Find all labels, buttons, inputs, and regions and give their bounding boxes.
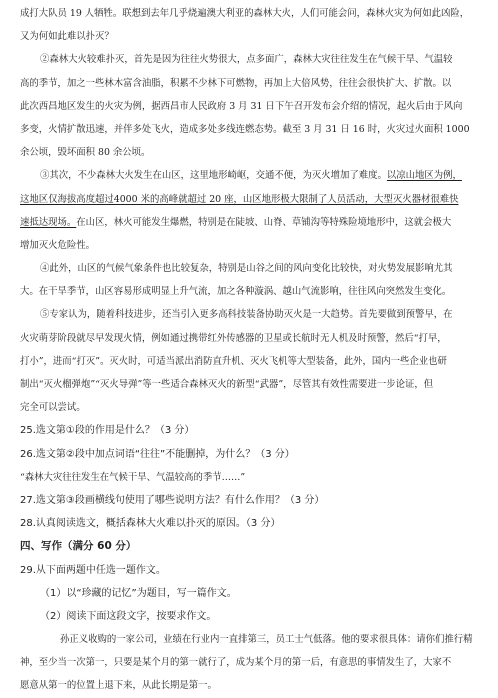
passage-line: 完全可以尝试。 — [20, 402, 86, 414]
passage-line: 余公顷，毁坏面积 80 余公顷。 — [20, 147, 151, 159]
writing-section-title: 四、写作（满分 60 分） — [20, 540, 137, 553]
material-line: 愿意从第一的位置上退下来，从此长期是第一。 — [20, 680, 217, 692]
writing-option-2: （2）阅读下面这段文字，按要求作文。 — [40, 610, 217, 622]
question-27: 27.选文第③段画横线句使用了哪些说明方法？有什么作用？（3 分） — [20, 494, 325, 506]
passage-line: 又为何如此难以扑灭？ — [20, 31, 114, 43]
passage-line: ②森林大火较难扑灭，首先是因为往往火势很大，点多面广，森林大灾往往发生在气候干旱、气温较 — [40, 54, 453, 66]
passage-line: 制出“灭火榴弹炮”“灭火导弹”等一些适合森林灭火的新型“武器”，尽管其有效性需要进一步论证，但 — [20, 379, 434, 390]
material-line: 孙正义收购的一家公司，业绩在行业内一直排第三，员工士气低落。他的要求很具体：请你们推行精 — [60, 634, 473, 646]
question-28: 28.认真阅读选文，概括森林大火难以扑灭的原因。（3 分） — [20, 518, 281, 530]
passage-line — [20, 164, 476, 187]
question-26: 26.选文第②段中加点词语“往往”不能删掉，为什么？（3 分） — [20, 448, 295, 460]
writing-option-1: （1）以“珍藏的记忆”为题目，写一篇作文。 — [40, 587, 237, 599]
question-29: 29.从下面两题中任选一题作文。 — [20, 564, 166, 576]
material-line: 神，至少当一次第一，只要是某个月的第一就行了，成为某个月的第一后，有意思的事情发生了，大家不 — [20, 657, 452, 669]
passage-text: 在山区，林火可能发生爆燃，特别是在陡坡、山脊、草铺沟等特殊险境地形中，这就会极大 — [76, 216, 452, 228]
passage-line: 此次西昌地区发生的火灾为例，据西昌市人民政府 3 月 31 日下午召开发布会介绍的情况，起火后由于风向 — [20, 100, 463, 112]
question-25: 25.选文第①段的作用是什么？（3 分） — [20, 425, 195, 437]
passage-line: 成打大队员 19 人牺牲。联想到去年几乎烧遍澳大利亚的森林大火，人们可能会问，森林火灾为何如此凶险， — [20, 8, 470, 19]
passage-line: 打小”，进而“打灭”。灭火时，可适当派出消防直升机、灭火飞机等大型装备，此外，国内一些企业也研 — [20, 355, 447, 367]
question-26-quote: “森林大灾往往发生在气候干旱、气温较高的季节……” — [20, 471, 246, 483]
underlined-sentence: 这地区仅海拔高度超过4000 米的高峰就超过 20 座，山区地形极大限制了人员活动，大型灭火器材很难快 — [20, 193, 459, 205]
passage-line: 高的季节，加之一些林木富含油脂，积累不少林下可燃物，再加上大倍风势，往往会很快扩大、扩散。以 — [20, 77, 452, 89]
passage-text: ③其次，不少森林大火发生在山区，这里地形崎岖，交通不便，为灭火增加了难度。 — [40, 170, 387, 182]
passage-line — [20, 188, 476, 211]
underlined-sentence: 以凉山地区为例， — [386, 170, 462, 182]
passage-line — [20, 211, 476, 234]
underlined-sentence: 速抵达现场。 — [20, 216, 77, 228]
passage-line: 火灾萌芽阶段就尽早发现火情，例如通过携带红外传感器的卫星或长航时无人机及时预警，然后“打早， — [20, 332, 447, 344]
passage-line: 大。在干旱季节，山区容易形成明显上升气流，加之各种漩涡、越山气流影响，往往风向突然发生变化。 — [20, 286, 452, 298]
passage-line: 多变，火情扩散迅速，并伴多处飞火，造成多处多线连燃态势。截至 3 月 31 日 16 时，火灾过火面积 1000 — [20, 123, 470, 135]
passage-line: ④此外，山区的气候气象条件也比较复杂，特别是山谷之间的风向变化比较快，对火势发展影响尤其 — [40, 263, 453, 275]
passage-line: ⑤专家认为，随着科技进步，还当引入更多高科技装备协助灭火是一大趋势。首先要做到预警早，在 — [40, 309, 453, 321]
passage-line: 增加灭火危险性。 — [20, 239, 96, 251]
